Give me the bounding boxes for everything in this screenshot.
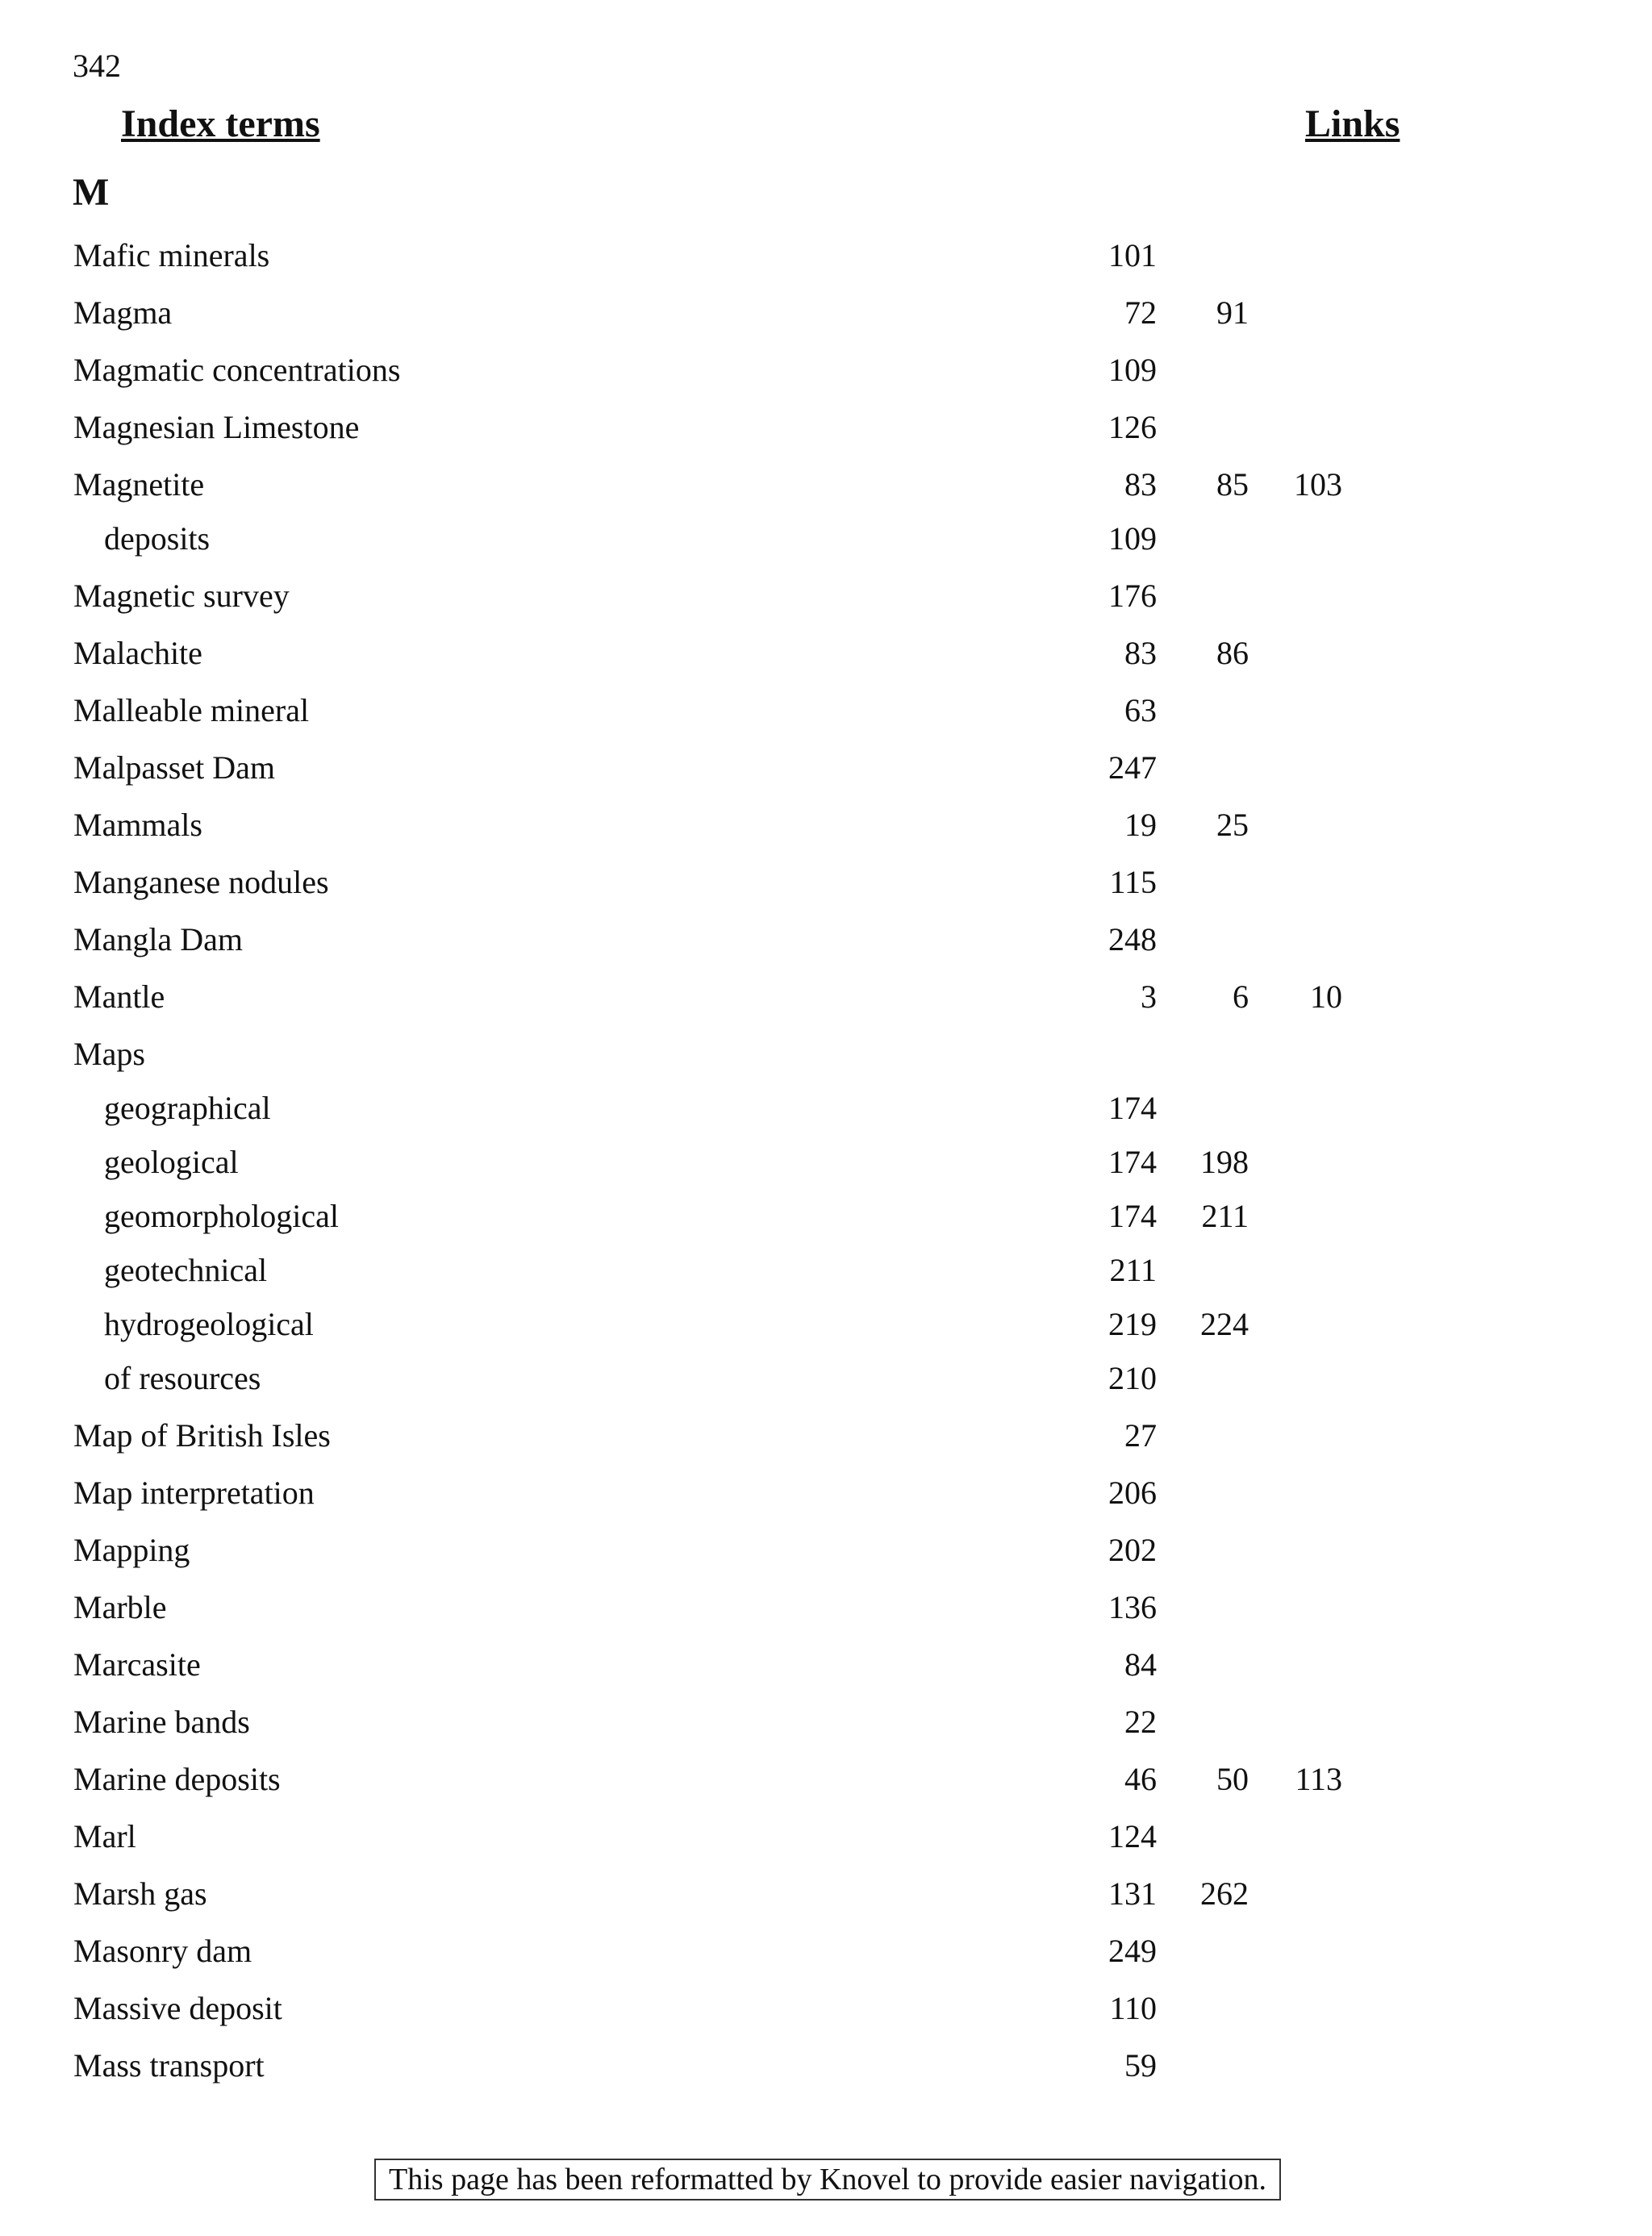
page-link[interactable]: 101 — [1108, 237, 1157, 273]
page-link[interactable]: 109 — [1108, 520, 1157, 557]
page-link[interactable]: 10 — [1310, 978, 1342, 1015]
page-link[interactable]: 84 — [1124, 1646, 1157, 1683]
index-entry — [0, 633, 1652, 674]
index-entry — [0, 1416, 1652, 1456]
index-entry — [0, 350, 1652, 390]
page-link[interactable]: 124 — [1108, 1818, 1157, 1854]
page-link[interactable]: 22 — [1124, 1704, 1157, 1740]
index-term: Marsh gas — [73, 1875, 207, 1912]
page-link[interactable]: 211 — [1109, 1252, 1157, 1288]
index-entry — [0, 293, 1652, 333]
page-link[interactable]: 25 — [1216, 807, 1249, 843]
index-entry — [0, 1702, 1652, 1742]
index-term: Magmatic concentrations — [73, 352, 401, 388]
index-subterm: geotechnical — [104, 1252, 268, 1288]
index-term: Marble — [73, 1589, 167, 1625]
index-term: Mantle — [73, 978, 165, 1015]
index-term: Mapping — [73, 1532, 190, 1568]
index-entry — [0, 1645, 1652, 1685]
index-entry — [0, 977, 1652, 1017]
index-entry — [0, 1759, 1652, 1800]
page-link[interactable]: 136 — [1108, 1589, 1157, 1625]
index-subterm: of resources — [104, 1360, 261, 1396]
index-term: Mangla Dam — [73, 921, 243, 957]
index-term: Marine bands — [73, 1704, 250, 1740]
page-link[interactable]: 27 — [1124, 1417, 1157, 1454]
index-term: Marine deposits — [73, 1761, 281, 1797]
index-entry — [0, 465, 1652, 505]
index-entry — [0, 1358, 1652, 1399]
page-link[interactable]: 126 — [1108, 409, 1157, 445]
index-entry — [0, 2046, 1652, 2086]
index-entry — [0, 1473, 1652, 1513]
page-link[interactable]: 86 — [1216, 635, 1249, 671]
index-entry — [0, 805, 1652, 845]
index-term: Magnetic survey — [73, 578, 290, 614]
page-link[interactable]: 91 — [1216, 294, 1249, 331]
page-link[interactable]: 211 — [1201, 1198, 1249, 1234]
page-link[interactable]: 131 — [1108, 1875, 1157, 1912]
page-link[interactable]: 109 — [1108, 352, 1157, 388]
index-entry — [0, 1250, 1652, 1291]
index-term: Manganese nodules — [73, 864, 329, 900]
page-link[interactable]: 202 — [1108, 1532, 1157, 1568]
index-term: Map interpretation — [73, 1475, 315, 1511]
index-entry — [0, 407, 1652, 448]
page-link[interactable]: 174 — [1108, 1198, 1157, 1234]
index-entry — [0, 1196, 1652, 1237]
index-term: Mass transport — [73, 2047, 265, 2084]
index-entry — [0, 862, 1652, 903]
index-term: Maps — [73, 1036, 145, 1072]
index-terms-header: Index terms — [121, 102, 320, 145]
index-subterm: deposits — [104, 520, 211, 557]
page-link[interactable]: 174 — [1108, 1144, 1157, 1180]
index-entry — [0, 576, 1652, 616]
page-link[interactable]: 198 — [1200, 1144, 1249, 1180]
index-entry — [0, 1587, 1652, 1628]
index-term: Malachite — [73, 635, 202, 671]
index-term: Masonry dam — [73, 1933, 252, 1969]
index-entry — [0, 519, 1652, 559]
page-link[interactable]: 249 — [1108, 1933, 1157, 1969]
index-term: Magma — [73, 294, 173, 331]
index-entry — [0, 1034, 1652, 1074]
index-entry — [0, 748, 1652, 788]
index-term: Mafic minerals — [73, 237, 270, 273]
index-term: Marl — [73, 1818, 136, 1854]
index-term: Malleable mineral — [73, 692, 310, 728]
index-term: Mammals — [73, 807, 202, 843]
index-entry — [0, 236, 1652, 276]
index-entry — [0, 920, 1652, 960]
page-link[interactable]: 174 — [1108, 1090, 1157, 1126]
page-link[interactable]: 85 — [1216, 466, 1249, 503]
section-letter: M — [73, 171, 110, 214]
index-subterm: geomorphological — [104, 1198, 340, 1234]
index-entry — [0, 1088, 1652, 1128]
page-link[interactable]: 6 — [1233, 978, 1249, 1015]
index-term: Map of British Isles — [73, 1417, 331, 1454]
index-term: Malpasset Dam — [73, 749, 275, 786]
page-link[interactable]: 103 — [1294, 466, 1342, 503]
index-entry — [0, 1931, 1652, 1971]
page-link[interactable]: 247 — [1108, 749, 1157, 786]
index-entry — [0, 690, 1652, 731]
page-link[interactable]: 115 — [1109, 864, 1157, 900]
links-header: Links — [1305, 102, 1400, 145]
index-term: Magnetite — [73, 466, 205, 503]
page-link[interactable]: 206 — [1108, 1475, 1157, 1511]
page-link[interactable]: 83 — [1124, 635, 1157, 671]
page-link[interactable]: 72 — [1124, 294, 1157, 331]
page-link[interactable]: 46 — [1124, 1761, 1157, 1797]
page-number: 342 — [73, 48, 121, 84]
page-link[interactable]: 224 — [1200, 1306, 1249, 1342]
index-subterm: geographical — [104, 1090, 271, 1126]
page-link[interactable]: 219 — [1108, 1306, 1157, 1342]
page-link[interactable]: 59 — [1124, 2047, 1157, 2084]
index-entry — [0, 1142, 1652, 1183]
page-link[interactable]: 110 — [1109, 1990, 1157, 2026]
index-term: Marcasite — [73, 1646, 201, 1683]
page-link[interactable]: 83 — [1124, 466, 1157, 503]
page-link[interactable]: 63 — [1124, 692, 1157, 728]
page-link[interactable]: 113 — [1295, 1761, 1342, 1797]
index-entry — [0, 1530, 1652, 1571]
page-link[interactable]: 19 — [1124, 807, 1157, 843]
page-link[interactable]: 176 — [1108, 578, 1157, 614]
footer-note: This page has been reformatted by Knovel to provide easier navigation. — [374, 2159, 1281, 2201]
index-entry — [0, 1874, 1652, 1914]
page-link[interactable]: 50 — [1216, 1761, 1249, 1797]
index-entry — [0, 1988, 1652, 2029]
index-subterm: hydrogeological — [104, 1306, 314, 1342]
page-link[interactable]: 3 — [1141, 978, 1157, 1015]
index-entry — [0, 1304, 1652, 1345]
index-entry — [0, 1817, 1652, 1857]
page-link[interactable]: 248 — [1108, 921, 1157, 957]
index-term: Magnesian Limestone — [73, 409, 360, 445]
index-term: Massive deposit — [73, 1990, 282, 2026]
page-link[interactable]: 262 — [1200, 1875, 1249, 1912]
page-link[interactable]: 210 — [1108, 1360, 1157, 1396]
index-subterm: geological — [104, 1144, 239, 1180]
